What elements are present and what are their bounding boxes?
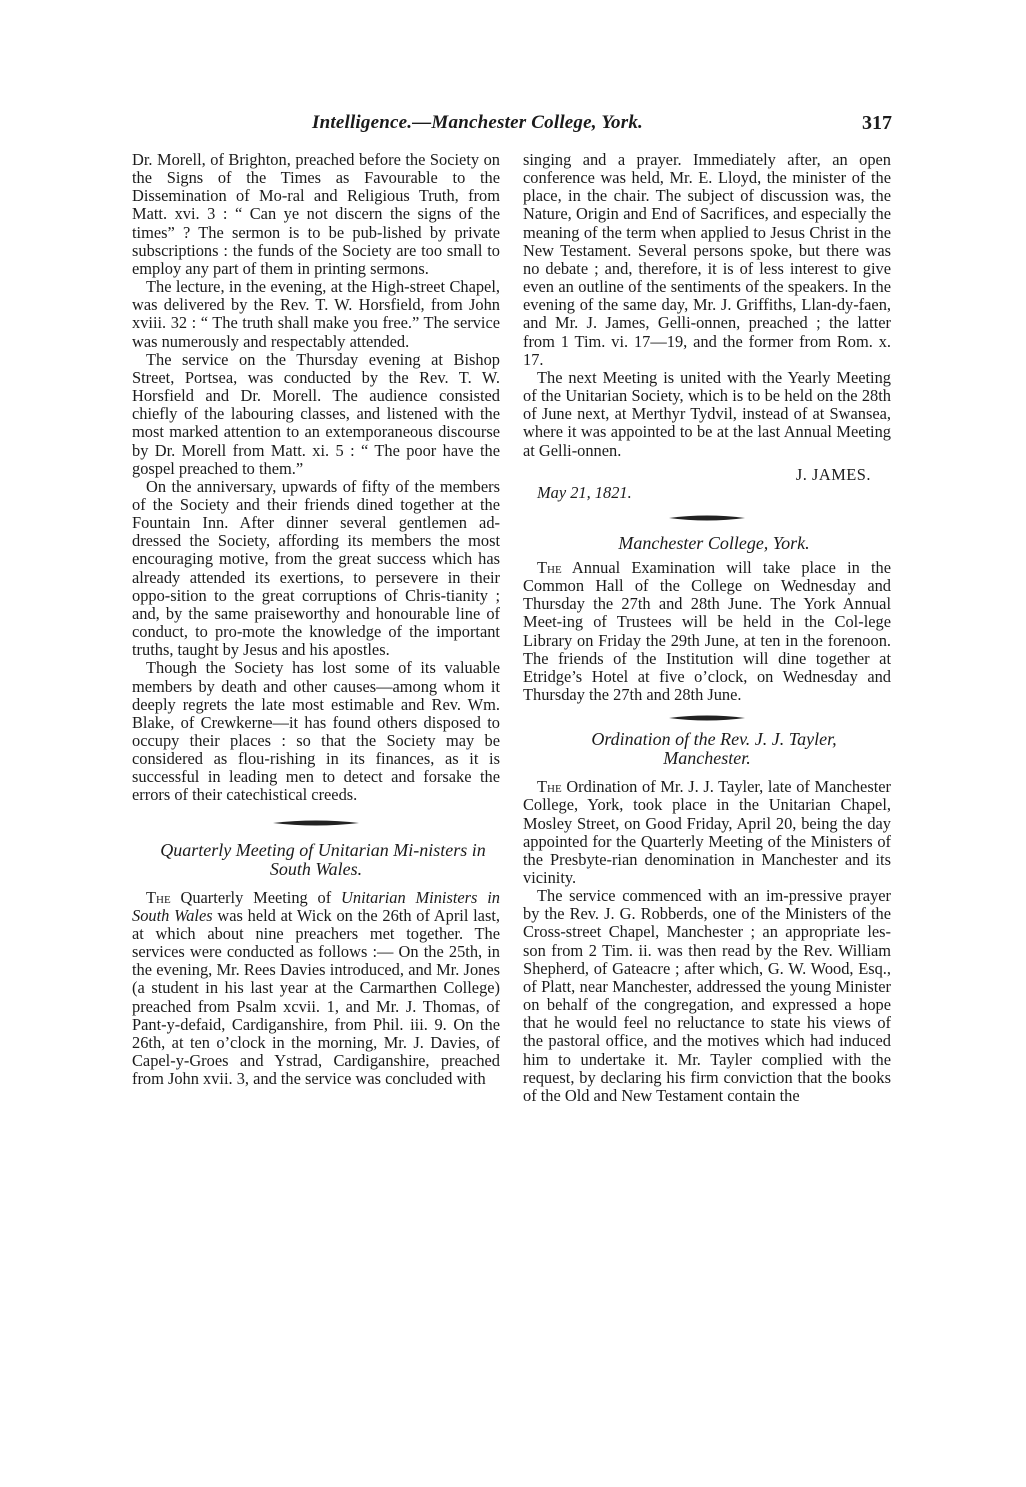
paragraph xyxy=(132,889,500,1089)
paragraph: singing and a prayer. Immediately after, an open conference was held, Mr. E. Lloyd, the minister of the place, in the chair. The subject of discussion was, the Nature, Origin and End of Sacrifices, and especially the meaning of the term when applied to Jesus Christ in the New Testament. Several persons spoke, but there was no debate ; and, therefore, it is of less interest to give even an outline of the sentiments of the speakers. In the evening of the same day, Mr. J. Griffiths, Llan-dy-faen, and Mr. J. James, Gelli-onnen, preached ; the latter from 1 Tim. vi. 17—19, and the former from Rom. x. 17. xyxy=(523,150,891,369)
paragraph: The lecture, in the evening, at the High-street Chapel, was delivered by the Rev. T. W. Horsfield, from John xviii. 32 : “ The truth shall make you free.” The service was numerously and respectably attended. xyxy=(132,277,500,351)
paragraph xyxy=(523,778,891,887)
lead-word: The xyxy=(146,887,171,907)
text-run: was held at Wick on the 26th of April last, at which about nine preachers met together. The services were conducted as follows :— On the 25th, in the evening, Mr. Rees Davies introduced, and Mr. Jones (a student in his last year at the Carmarthen College) preached from Psalm xcvii. 1, and Mr. J. Thomas, of Pant-y-defaid, Cardiganshire, from Phil. iii. 9. On the 26th, at ten o’clock in the morning, Mr. J. Davies, of Capel-y-Groes and Ystrad, Cardiganshire, preached from John xvii. 3, and the service was concluded with xyxy=(132,905,500,1089)
paragraph: Dr. Morell, of Brighton, preached before the Society on the Signs of the Times as Favourable to the Dissemination of Mo-ral and Religious Truth, from Matt. xvi. 3 : “ Can ye not discern the signs of the times” ? The sermon is to be pub-lished by private subscriptions : the funds of the Society are too small to employ any part of them in printing sermons. xyxy=(132,150,500,278)
paragraph: Though the Society has lost some of its valuable members by death and other causes—among whom it deeply regrets the late most estimable and Rev. Wm. Blake, of Crewkerne—it has found others disposed to occupy their places : so that the Society may be considered as flou-rishing in its finances, as it is successful in leading men to detect and forsake the errors of their catechistical creeds. xyxy=(132,658,500,805)
signature: J. JAMES. xyxy=(795,464,871,484)
section-heading-ordination: Ordination of the Rev. J. J. Tayler, Manchester. xyxy=(591,729,837,769)
date-line: May 21, 1821. xyxy=(537,482,632,502)
running-head-title: Intelligence.—Manchester College, York. xyxy=(312,112,643,133)
text-run: Quarterly Meeting of xyxy=(170,887,342,907)
section-divider xyxy=(667,714,747,722)
paragraph: The next Meeting is united with the Yearly Meeting of the Unitarian Society, which is to be held on the 28th of June next, at Merthyr Tydvil, instead of at Swansea, where it was appointed to be at the last Annual Meeting at Gelli-onnen. xyxy=(523,367,891,460)
paragraph: The service on the Thursday evening at Bishop Street, Portsea, was conducted by the Rev. T. W. Horsfield and Dr. Morell. The audience consisted chiefly of the labouring classes, and listened with the most marked attention to an extemporaneous discourse by Dr. Morell from Matt. xi. 5 : “ The poor have the gospel preached to them.” xyxy=(132,349,500,478)
running-head xyxy=(132,112,892,142)
section-divider xyxy=(271,819,361,827)
section-divider xyxy=(667,514,747,522)
section-heading-manchester-college: Manchester College, York. xyxy=(618,532,810,553)
left-column xyxy=(132,151,500,1088)
section-heading-quarterly-meeting: Quarterly Meeting of Unitarian Mi-nisters in South Wales. xyxy=(160,839,486,879)
text-run: Ordination of Mr. J. J. Tayler, late of Manchester College, York, took place in the Unitarian Chapel, Mosley Street, on Good Friday, April 20, being the day appointed for the Quarterly Meeting of the Ministers of the Presbyte-rian denomination in Manchester and its vicinity. xyxy=(523,777,891,887)
page-number: 317 xyxy=(862,112,892,134)
paragraph xyxy=(523,559,891,704)
lead-word: The xyxy=(537,777,562,797)
paragraph: The service commenced with an im-pressive prayer by the Rev. J. G. Robberds, one of the Ministers of the Cross-street Chapel, Manchester ; an appropriate les-son from 2 Tim. ii. was then read by the Rev. William Shepherd, of Gateacre ; after which, G. W. Wood, Esq., of Platt, near Manchester, addressed the young Minister on behalf of the congregation, and expressed a hope that he would feel no reluctance to state his views of the pastoral office, and the motives which had induced him to undertake it. Mr. Tayler complied with the request, by declaring his firm conviction that the books of the Old and New Testament contain the xyxy=(523,886,891,1105)
lead-word: The xyxy=(537,557,562,577)
text-run: Annual Examination will take place in the Common Hall of the College on Wednesday and Thursday the 27th and 28th June. The York Annual Meet-ing of Trustees will be held in the Col-lege Library on Friday the 29th June, at ten in the forenoon. The friends of the Institution will dine together at Etridge’s Hotel at five o’clock, on Wednesday and Thursday the 27th and 28th June. xyxy=(523,557,891,705)
right-column xyxy=(523,151,891,1105)
paragraph: On the anniversary, upwards of fifty of the members of the Society and their friends dined together at the Fountain Inn. After dinner several gentlemen ad-dressed the Society, affording its members the most encouraging motive, from the great success which has already attended its exertions, to persevere in their oppo-sition to the great corruptions of Chris-tianity ; and, by the same praiseworthy and honourable line of conduct, to pro-mote the knowledge of the important truths, taught by Jesus and his apostles. xyxy=(132,476,500,660)
italic-text-run: Unitarian Ministers in South Wales xyxy=(132,887,500,925)
